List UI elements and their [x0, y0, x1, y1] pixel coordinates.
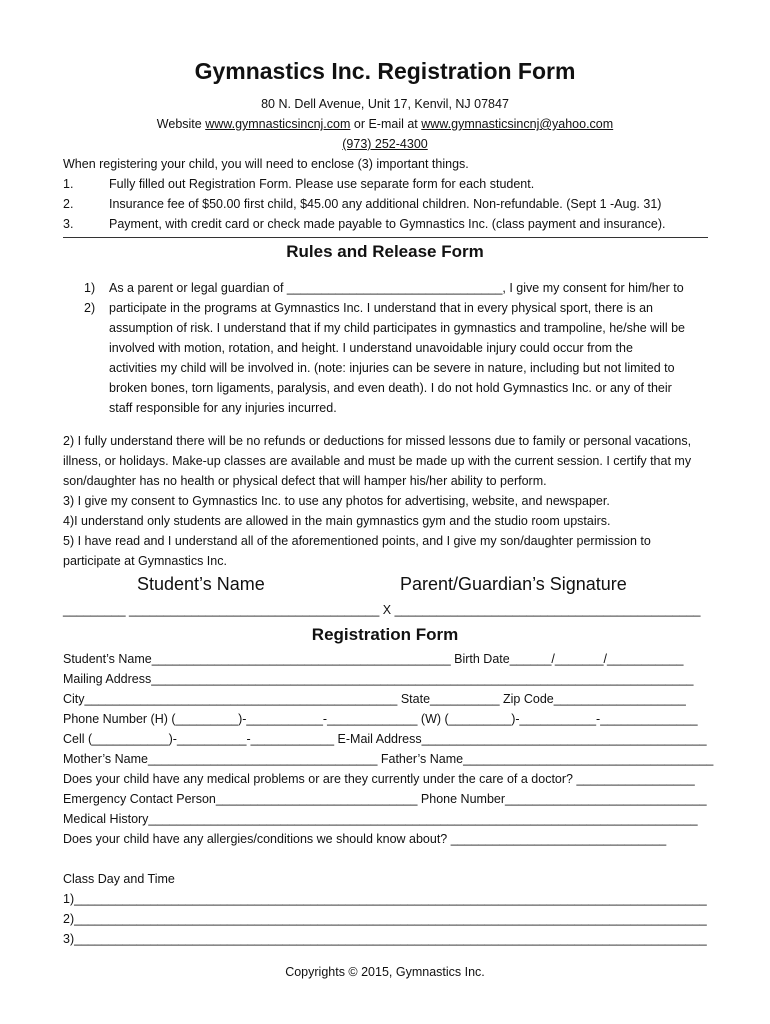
- rules-paragraph-line: 2) I fully understand there will be no refunds or deductions for missed lessons due to family or personal vacations,: [63, 434, 692, 448]
- rules-heading: Rules and Release Form: [286, 242, 484, 261]
- rules-paragraph-line: 3) I give my consent to Gymnastics Inc. to use any photos for advertising, website, and newspaper.: [63, 494, 610, 508]
- rules-list-number: 1): [84, 281, 96, 295]
- rules-paragraph-line: participate at Gymnastics Inc.: [63, 554, 227, 568]
- parent-names-field[interactable]: Mother’s Name_________________________________ Father’s Name____________________________________: [63, 752, 714, 766]
- intro-item-number: 3.: [63, 217, 74, 231]
- rules-continuation-line: broken bones, torn ligaments, paralysis, and even death). I do not hold Gymnastics Inc. or any of their: [109, 381, 672, 395]
- rules-continuation-line: staff responsible for any injuries incurred.: [109, 401, 337, 415]
- website-link[interactable]: www.gymnasticsincnj.com: [205, 117, 351, 131]
- rules-list-text: As a parent or legal guardian of _______________________________, I give my consent for him/her to: [109, 281, 684, 295]
- rules-paragraph-line: son/daughter has no health or physical defect that will hamper his/her ability to perform.: [63, 474, 547, 488]
- email-prefix: or E-mail at: [350, 117, 422, 131]
- form-title: Gymnastics Inc. Registration Form: [194, 58, 576, 84]
- parent-signature-label: Parent/Guardian’s Signature: [400, 574, 627, 594]
- mailing-address-field[interactable]: Mailing Address______________________________________________________________________________: [63, 672, 694, 686]
- phone-number-field[interactable]: Phone Number (H) (_________)-___________-_____________ (W) (_________)-___________-______________: [63, 712, 698, 726]
- student-name-field[interactable]: Student’s Name___________________________________________ Birth Date______/_______/___________: [63, 652, 684, 666]
- medical-history-field[interactable]: Medical History_______________________________________________________________________________: [63, 812, 698, 826]
- medical-problems-field[interactable]: Does your child have any medical problems or are they currently under the care of a doctor? _________________: [63, 772, 695, 786]
- website-prefix: Website: [156, 117, 206, 131]
- rules-list-text: participate in the programs at Gymnastics Inc. I understand that in every physical sport, there is an: [109, 301, 654, 315]
- section-divider: [63, 237, 708, 238]
- rules-continuation-line: activities my child will be involved in. (note: injuries can be severe in nature, including but not limited to: [109, 361, 675, 375]
- copyright-footer: Copyrights © 2015, Gymnastics Inc.: [285, 965, 485, 979]
- signature-line[interactable]: _________ ____________________________________ X ____________________________________________: [63, 603, 701, 617]
- intro-item-text: Payment, with credit card or check made payable to Gymnastics Inc. (class payment and insurance).: [109, 217, 666, 231]
- allergies-field[interactable]: Does your child have any allergies/conditions we should know about? _______________________________: [63, 832, 667, 846]
- phone-line: [0, 137, 770, 151]
- class-line-3[interactable]: 3)___________________________________________________________________________________________: [63, 932, 707, 946]
- class-line-1[interactable]: 1)___________________________________________________________________________________________: [63, 892, 707, 906]
- class-line-2[interactable]: 2)___________________________________________________________________________________________: [63, 912, 707, 926]
- email-link[interactable]: www.gymnasticsincnj@yahoo.com: [421, 117, 614, 131]
- rules-list-number: 2): [84, 301, 96, 315]
- student-name-label: Student’s Name: [137, 574, 265, 594]
- address-line: 80 N. Dell Avenue, Unit 17, Kenvil, NJ 07847: [261, 97, 509, 111]
- rules-paragraph-line: 5) I have read and I understand all of the aforementioned points, and I give my son/daughter permission to: [63, 534, 651, 548]
- intro-lead: When registering your child, you will need to enclose (3) important things.: [63, 157, 469, 171]
- class-day-time-label: Class Day and Time: [63, 872, 175, 886]
- intro-item-number: 2.: [63, 197, 74, 211]
- intro-item-text: Insurance fee of $50.00 first child, $45.00 any additional children. Non-refundable. (Sept 1 -Aug. 31): [109, 197, 662, 211]
- contact-line: [0, 117, 770, 131]
- phone-number: (973) 252-4300: [342, 137, 428, 151]
- rules-paragraph-line: illness, or holidays. Make-up classes are available and must be made up with the current session. I certify that my: [63, 454, 692, 468]
- registration-heading: Registration Form: [311, 625, 459, 644]
- emergency-contact-field[interactable]: Emergency Contact Person_____________________________ Phone Number_____________________________: [63, 792, 707, 806]
- rules-continuation-line: involved with motion, rotation, and height. I understand unavoidable injury could occur from the: [109, 341, 633, 355]
- intro-item-number: 1.: [63, 177, 74, 191]
- rules-paragraph-line: 4)I understand only students are allowed in the main gymnastics gym and the studio room upstairs.: [63, 514, 611, 528]
- rules-continuation-line: assumption of risk. I understand that if my child participates in gymnastics and trampoline, he/she will be: [109, 321, 685, 335]
- cell-email-field[interactable]: Cell (___________)-__________-____________ E-Mail Address_________________________________________: [63, 732, 707, 746]
- city-state-zip-field[interactable]: City_____________________________________________ State__________ Zip Code___________________: [63, 692, 686, 706]
- intro-item-text: Fully filled out Registration Form. Please use separate form for each student.: [109, 177, 535, 191]
